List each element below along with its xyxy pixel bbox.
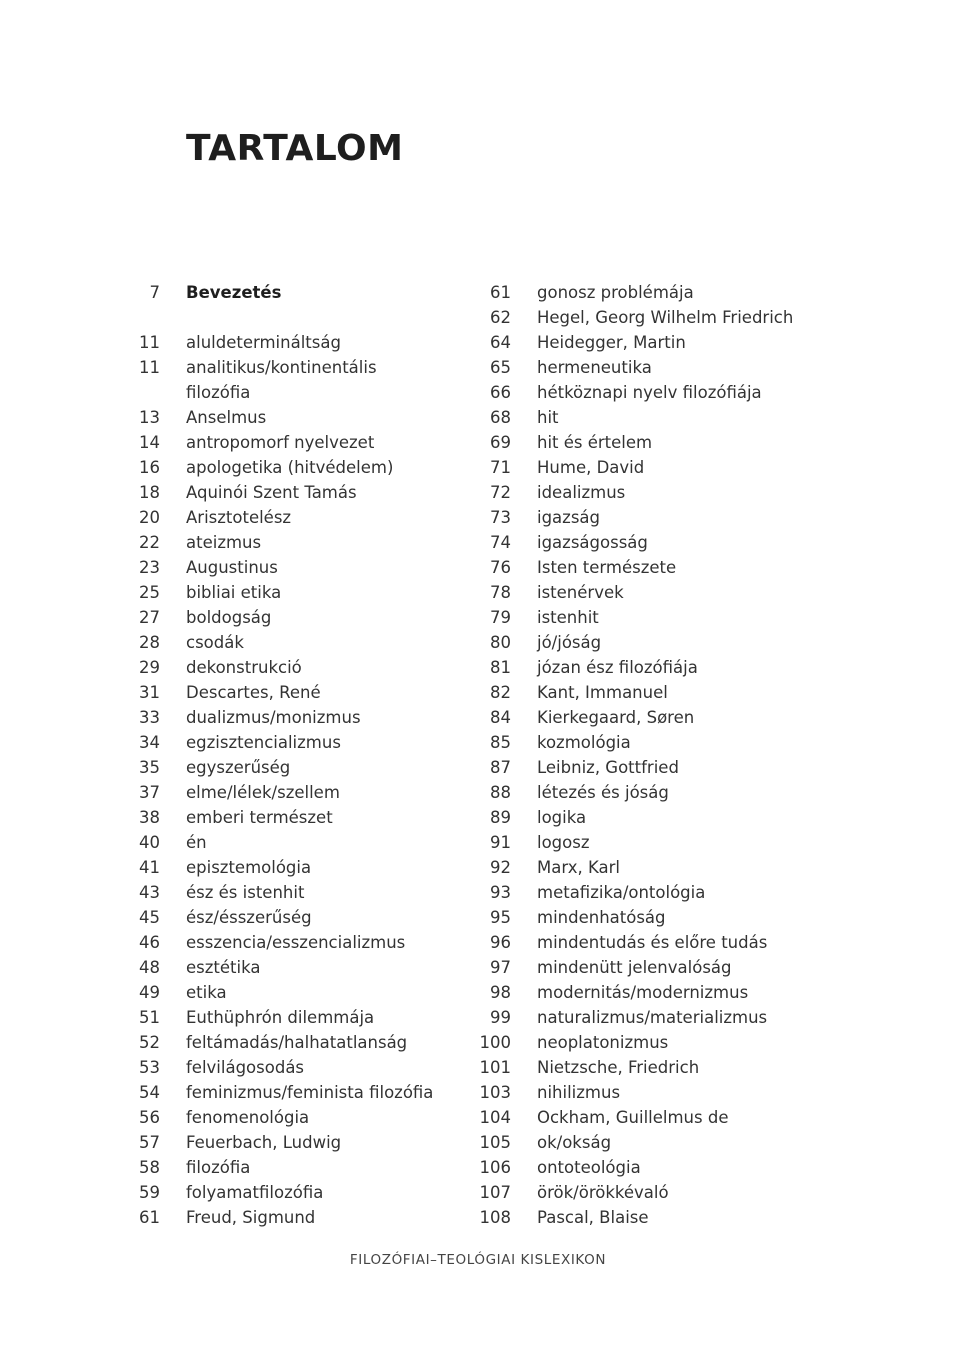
toc-entry: [120, 755, 460, 780]
toc-entry: [120, 1155, 460, 1180]
toc-entry-label: Aquinói Szent Tamás: [186, 483, 357, 502]
toc-page-number: 11: [139, 358, 160, 377]
toc-entry-label: nihilizmus: [537, 1083, 621, 1102]
toc-page-number: 97: [490, 958, 511, 977]
toc-page-number: 35: [139, 758, 160, 777]
toc-entry: [120, 705, 460, 730]
toc-entry: [120, 1205, 460, 1230]
toc-page-number: 88: [490, 783, 511, 802]
toc-page-number: 53: [139, 1058, 160, 1077]
toc-entry-label: etika: [186, 983, 227, 1002]
toc-page-number: 28: [139, 633, 160, 652]
toc-entry-label: Arisztotelész: [186, 508, 292, 527]
toc-page-number: 49: [139, 983, 160, 1002]
toc-entry: [472, 905, 812, 930]
toc-page-number: 105: [479, 1133, 511, 1152]
toc-page-number: 62: [490, 308, 511, 327]
toc-spacer: [120, 305, 460, 330]
toc-page-number: 43: [139, 883, 160, 902]
toc-page-number: 89: [490, 808, 511, 827]
toc-entry-label: Leibniz, Gottfried: [537, 758, 679, 777]
toc-entry: [472, 955, 812, 980]
toc-entry: [120, 1055, 460, 1080]
toc-entry: [120, 780, 460, 805]
toc-page-number: 106: [479, 1158, 511, 1177]
toc-page-number: 96: [490, 933, 511, 952]
toc-entry-label: Feuerbach, Ludwig: [186, 1133, 342, 1152]
toc-page-number: 82: [490, 683, 511, 702]
toc-page-number: 76: [490, 558, 511, 577]
toc-page-number: 80: [490, 633, 511, 652]
toc-entry: [472, 1005, 812, 1030]
toc-entry: [472, 1130, 812, 1155]
toc-entry-label: ok/okság: [537, 1133, 612, 1152]
toc-entry: [472, 355, 812, 380]
toc-entry: [472, 555, 812, 580]
toc-entry-label: csodák: [186, 633, 244, 652]
toc-page-number: 64: [490, 333, 511, 352]
toc-page-number: 52: [139, 1033, 160, 1052]
toc-page-number: 103: [479, 1083, 511, 1102]
toc-page-number: 87: [490, 758, 511, 777]
toc-page-number: 37: [139, 783, 160, 802]
toc-entry: [472, 1155, 812, 1180]
toc-page-number: 61: [139, 1208, 160, 1227]
toc-entry-label: esszencia/esszencializmus: [186, 933, 406, 952]
toc-entry: [120, 455, 460, 480]
toc-entry-label: ész és istenhit: [186, 883, 305, 902]
toc-entry: [472, 930, 812, 955]
toc-entry-label: Pascal, Blaise: [537, 1208, 649, 1227]
toc-page-number: 107: [479, 1183, 511, 1202]
toc-page-number: 104: [479, 1108, 511, 1127]
toc-entry: [472, 805, 812, 830]
toc-entry-label: logika: [537, 808, 587, 827]
toc-entry-label: hit: [537, 408, 559, 427]
toc-entry-label: analitikus/kontinentális: [186, 358, 377, 377]
toc-entry-label: antropomorf nyelvezet: [186, 433, 375, 452]
toc-page-number: 54: [139, 1083, 160, 1102]
toc-entry: [472, 380, 812, 405]
toc-entry-label: ész/ésszerűség: [186, 908, 312, 927]
toc-entry: [472, 1055, 812, 1080]
toc-entry: [120, 1180, 460, 1205]
toc-page-number: 58: [139, 1158, 160, 1177]
toc-page-number: 38: [139, 808, 160, 827]
toc-entry-label: Kant, Immanuel: [537, 683, 668, 702]
toc-entry: [120, 630, 460, 655]
toc-page-number: 48: [139, 958, 160, 977]
toc-page-number: 14: [139, 433, 160, 452]
toc-entry-label: fenomenológia: [186, 1108, 310, 1127]
toc-entry-label: ateizmus: [186, 533, 262, 552]
toc-entry-label: bibliai etika: [186, 583, 282, 602]
toc-entry-label: folyamatfilozófia: [186, 1183, 324, 1202]
toc-entry: [472, 280, 812, 305]
toc-entry: [120, 880, 460, 905]
toc-entry-label: filozófia: [186, 1158, 251, 1177]
toc-entry: [472, 755, 812, 780]
toc-entry: [120, 830, 460, 855]
toc-entry-label: jó/jóság: [537, 633, 602, 652]
toc-entry-label: dekonstrukció: [186, 658, 302, 677]
toc-page-number: 81: [490, 658, 511, 677]
toc-page-number: 93: [490, 883, 511, 902]
toc-entry-label: mindenütt jelenvalóság: [537, 958, 732, 977]
toc-page-number: 34: [139, 733, 160, 752]
toc-entry: [472, 730, 812, 755]
toc-entry-label: Augustinus: [186, 558, 278, 577]
page-footer: FILOZÓFIAI–TEOLÓGIAI KISLEXIKON: [349, 1252, 607, 1268]
toc-entry: [472, 1105, 812, 1130]
toc-entry-label: boldogság: [186, 608, 272, 627]
toc-entry: [120, 555, 460, 580]
toc-page-number: 31: [139, 683, 160, 702]
toc-page-number: 66: [490, 383, 511, 402]
toc-entry-label: neoplatonizmus: [537, 1033, 669, 1052]
toc-entry: [120, 530, 460, 555]
toc-entry-label: Descartes, René: [186, 683, 321, 702]
toc-entry: [472, 530, 812, 555]
toc-entry-label: józan ész filozófiája: [537, 658, 698, 677]
toc-page-number: 108: [479, 1208, 511, 1227]
toc-entry: [472, 405, 812, 430]
toc-entry-label: Anselmus: [186, 408, 267, 427]
toc-entry-label: dualizmus/monizmus: [186, 708, 361, 727]
toc-entry: [472, 455, 812, 480]
toc-entry-label: istenhit: [537, 608, 599, 627]
toc-entry-label: igazságosság: [537, 533, 648, 552]
toc-entry-label: Marx, Karl: [537, 858, 620, 877]
toc-page-number: 40: [139, 833, 160, 852]
toc-page-number: 11: [139, 333, 160, 352]
toc-page-number: 59: [139, 1183, 160, 1202]
toc-entry: [472, 680, 812, 705]
toc-page-number: 45: [139, 908, 160, 927]
toc-entry-label: Ockham, Guillelmus de: [537, 1108, 729, 1127]
toc-entry: [120, 505, 460, 530]
toc-entry: [472, 830, 812, 855]
toc-entry: [120, 330, 460, 355]
toc-entry-label: Heidegger, Martin: [537, 333, 686, 352]
toc-page-number: 25: [139, 583, 160, 602]
toc-entry-label: ontoteológia: [537, 1158, 641, 1177]
toc-entry: [472, 605, 812, 630]
toc-page-number: 16: [139, 458, 160, 477]
toc-entry-label: Bevezetés: [186, 283, 282, 302]
toc-entry: [120, 1080, 460, 1105]
toc-page-number: 23: [139, 558, 160, 577]
toc-page-number: 33: [139, 708, 160, 727]
toc-entry-label: egyszerűség: [186, 758, 291, 777]
toc-entry-label: hit és értelem: [537, 433, 653, 452]
toc-page-number: 7: [149, 283, 160, 302]
toc-page-number: 46: [139, 933, 160, 952]
toc-page-number: 92: [490, 858, 511, 877]
toc-page-number: 51: [139, 1008, 160, 1027]
toc-entry-label: Euthüphrón dilemmája: [186, 1008, 375, 1027]
toc-page-number: 22: [139, 533, 160, 552]
toc-entry-label: felvilágosodás: [186, 1058, 305, 1077]
toc-entry: [120, 380, 460, 405]
toc-page-number: 73: [490, 508, 511, 527]
toc-entry-label: filozófia: [186, 383, 251, 402]
toc-page-number: 41: [139, 858, 160, 877]
toc-page-number: 65: [490, 358, 511, 377]
toc-page-number: 100: [479, 1033, 511, 1052]
toc-page-number: 27: [139, 608, 160, 627]
toc-entry: [472, 630, 812, 655]
toc-page-number: 69: [490, 433, 511, 452]
toc-entry-label: örök/örökkévaló: [537, 1183, 669, 1202]
toc-entry-label: aluldetermináltság: [186, 333, 341, 352]
toc-page-number: 78: [490, 583, 511, 602]
toc-entry: [120, 580, 460, 605]
toc-entry: [472, 780, 812, 805]
toc-entry: [472, 1180, 812, 1205]
toc-entry: [472, 505, 812, 530]
toc-page-number: 98: [490, 983, 511, 1002]
toc-entry-label: létezés és jóság: [537, 783, 669, 802]
toc-entry-label: apologetika (hitvédelem): [186, 458, 394, 477]
toc-page-number: 57: [139, 1133, 160, 1152]
toc-page-number: 85: [490, 733, 511, 752]
toc-entry: [120, 605, 460, 630]
page-title: TARTALOM: [186, 128, 404, 169]
toc-entry: [120, 355, 460, 380]
toc-entry: [120, 430, 460, 455]
toc-entry-label: episztemológia: [186, 858, 312, 877]
toc-entry-label: hétköznapi nyelv filozófiája: [537, 383, 762, 402]
toc-entry: [472, 880, 812, 905]
toc-entry: [120, 1030, 460, 1055]
toc-entry-label: Freud, Sigmund: [186, 1208, 316, 1227]
toc-entry-label: egzisztencializmus: [186, 733, 341, 752]
toc-entry: [120, 955, 460, 980]
toc-entry-label: mindenhatóság: [537, 908, 666, 927]
toc-page-number: 18: [139, 483, 160, 502]
toc-entry: [472, 1030, 812, 1055]
toc-page-number: 13: [139, 408, 160, 427]
toc-entry: [120, 855, 460, 880]
toc-entry-label: Hume, David: [537, 458, 645, 477]
toc-entry-label: Kierkegaard, Søren: [537, 708, 695, 727]
toc-entry: [472, 330, 812, 355]
toc-entry: [120, 930, 460, 955]
toc-entry: [472, 305, 812, 330]
toc-column-right: [472, 280, 812, 1230]
toc-entry-label: istenérvek: [537, 583, 624, 602]
toc-page-number: 72: [490, 483, 511, 502]
toc-page-number: 95: [490, 908, 511, 927]
toc-page-number: 79: [490, 608, 511, 627]
toc-entry: [120, 905, 460, 930]
toc-entry: [120, 730, 460, 755]
toc-entry-label: gonosz problémája: [537, 283, 694, 302]
toc-entry: [472, 980, 812, 1005]
toc-entry-label: modernitás/modernizmus: [537, 983, 749, 1002]
toc-entry: [120, 655, 460, 680]
toc-column-left: [120, 280, 460, 1230]
toc-page-number: 99: [490, 1008, 511, 1027]
toc-entry: [120, 405, 460, 430]
toc-page-number: 101: [479, 1058, 511, 1077]
toc-page-number: 91: [490, 833, 511, 852]
toc-page-number: 68: [490, 408, 511, 427]
toc-entry: [472, 655, 812, 680]
toc-entry-label: metafizika/ontológia: [537, 883, 706, 902]
toc-entry-label: elme/lélek/szellem: [186, 783, 340, 802]
toc-entry-label: logosz: [537, 833, 590, 852]
toc-entry: [472, 580, 812, 605]
toc-entry-intro: [120, 280, 460, 305]
toc-entry-label: igazság: [537, 508, 601, 527]
toc-entry-label: naturalizmus/materializmus: [537, 1008, 768, 1027]
toc-entry: [472, 855, 812, 880]
toc-entry-label: emberi természet: [186, 808, 333, 827]
toc-entry-label: mindentudás és előre tudás: [537, 933, 768, 952]
toc-entry-label: feminizmus/feminista filozófia: [186, 1083, 434, 1102]
toc-entry-label: kozmológia: [537, 733, 631, 752]
toc-entry: [120, 680, 460, 705]
toc-entry-label: Hegel, Georg Wilhelm Friedrich: [537, 308, 794, 327]
toc-entry: [120, 480, 460, 505]
toc-entry: [120, 1105, 460, 1130]
toc-page-number: 71: [490, 458, 511, 477]
toc-page-number: 29: [139, 658, 160, 677]
toc-entry-label: én: [186, 833, 207, 852]
toc-page-number: 74: [490, 533, 511, 552]
toc-entry: [120, 980, 460, 1005]
toc-page-number: 20: [139, 508, 160, 527]
toc-entry: [472, 430, 812, 455]
toc-entry-label: Isten természete: [537, 558, 677, 577]
toc-entry: [472, 1205, 812, 1230]
toc-entry-label: hermeneutika: [537, 358, 652, 377]
toc-entry-label: Nietzsche, Friedrich: [537, 1058, 700, 1077]
toc-page-number: 61: [490, 283, 511, 302]
toc-page-number: 84: [490, 708, 511, 727]
toc-entry: [120, 805, 460, 830]
toc-page-number: 56: [139, 1108, 160, 1127]
toc-entry: [120, 1130, 460, 1155]
toc-entry: [472, 480, 812, 505]
toc-entry-label: idealizmus: [537, 483, 626, 502]
toc-entry: [120, 1005, 460, 1030]
toc-entry: [472, 1080, 812, 1105]
toc-entry-label: esztétika: [186, 958, 261, 977]
toc-entry-label: feltámadás/halhatatlanság: [186, 1033, 408, 1052]
toc-entry: [472, 705, 812, 730]
